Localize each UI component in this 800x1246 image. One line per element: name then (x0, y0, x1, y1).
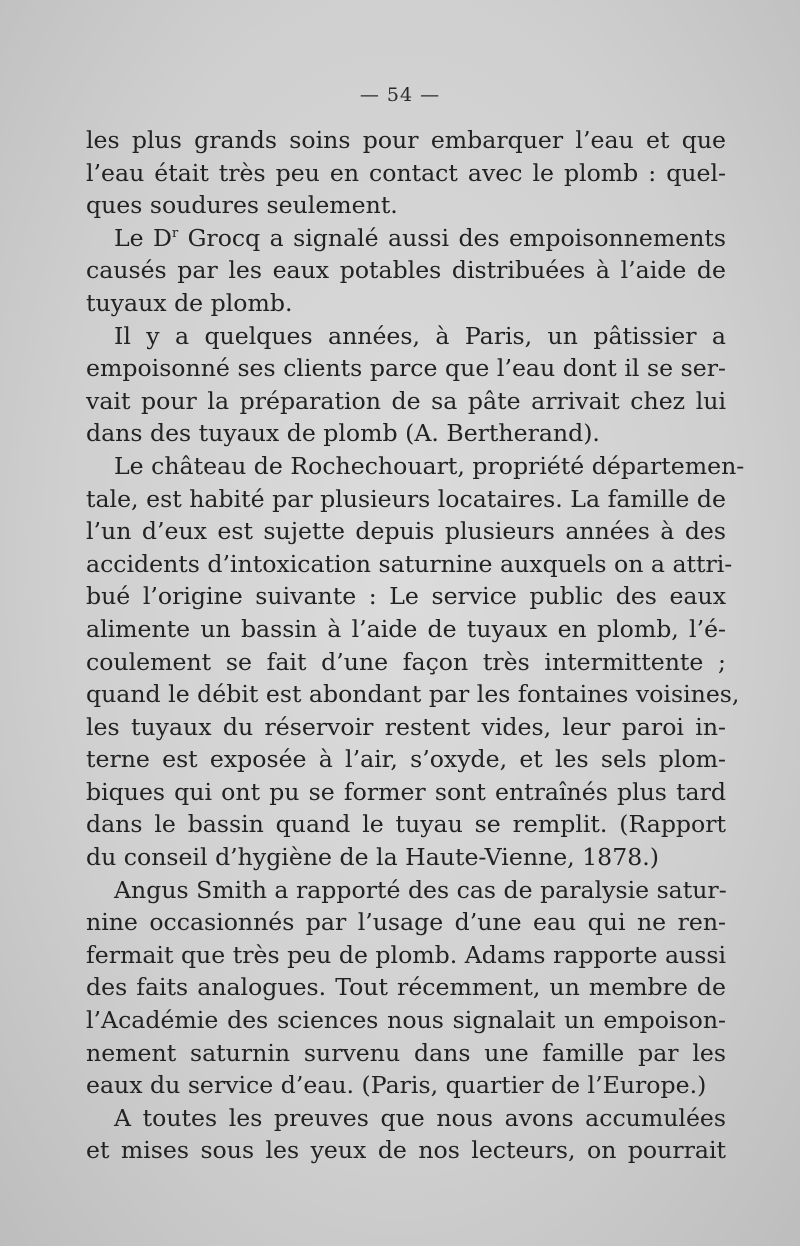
text-line: empoisonné ses clients parce que l’eau dont il se ser- (86, 354, 726, 383)
text-line: nement saturnin survenu dans une famille par les (86, 1038, 726, 1067)
text-line: dans le bassin quand le tuyau se remplit. (Rapport (86, 810, 726, 839)
text-line: eaux du service d’eau. (Paris, quartier de l’Europe.) (86, 1071, 707, 1100)
text-line: alimente un bassin à l’aide de tuyaux en plomb, l’é- (86, 614, 726, 643)
text-line: Le $D^r$ Grocq a signalé aussi des empoisonnements (114, 223, 726, 252)
text-line: les plus grands soins pour embarquer l’eau et que (86, 126, 726, 154)
text-line: du conseil d’hygiène de la Haute-Vienne, 1878.) (86, 843, 659, 872)
text-line: Le château de Rochechouart, propriété départemen- (114, 451, 745, 480)
text-line: des faits analogues. Tout récemment, un membre de (86, 973, 726, 1002)
text-line: fermait que très peu de plomb. Adams rapporte aussi (86, 940, 726, 969)
text-line: l’Académie des sciences nous signalait un empoison- (86, 1006, 726, 1035)
text-line: ques soudures seulement. (86, 191, 398, 220)
text-line: coulement se fait d’une façon très intermittente ; (86, 647, 726, 676)
text-line: causés par les eaux potables distribuées à l’aide de (86, 256, 726, 285)
text-line: l’un d’eux est sujette depuis plusieurs années à des (86, 517, 726, 546)
text-line: quand le débit est abondant par les fontaines voisines, (86, 680, 740, 709)
text-line: accidents d’intoxication saturnine auxquels on a attri- (86, 549, 733, 578)
text-line: Il y a quelques années, à Paris, un pâtissier a (114, 321, 726, 350)
text-line: bué l’origine suivante : Le service public des eaux (86, 582, 726, 611)
text-line: l’eau était très peu en contact avec le plomb : quel- (86, 158, 726, 187)
text-line: vait pour la préparation de sa pâte arrivait chez lui (86, 386, 726, 415)
text-line: A toutes les preuves que nous avons accumulées (114, 1103, 726, 1132)
page-number: — 54 — (359, 84, 441, 106)
body-text (86, 124, 745, 1167)
text-line: tuyaux de plomb. (86, 288, 293, 317)
superscript: r (171, 225, 179, 241)
text-line: et mises sous les yeux de nos lecteurs, on pourrait (86, 1136, 726, 1165)
text-line: les tuyaux du réservoir restent vides, leur paroi in- (86, 712, 726, 741)
text-line: tale, est habité par plusieurs locataires. La famille de (86, 484, 726, 513)
text-line: biques qui ont pu se former sont entraînés plus tard (86, 777, 726, 806)
text-line: terne est exposée à l’air, s’oxyde, et les sels plom- (86, 745, 726, 774)
text-line: dans des tuyaux de plomb (A. Bertherand). (86, 419, 600, 448)
text-line: nine occasionnés par l’usage d’une eau qui ne ren- (86, 908, 726, 937)
text-line: Angus Smith a rapporté des cas de paralysie satur- (114, 875, 727, 904)
